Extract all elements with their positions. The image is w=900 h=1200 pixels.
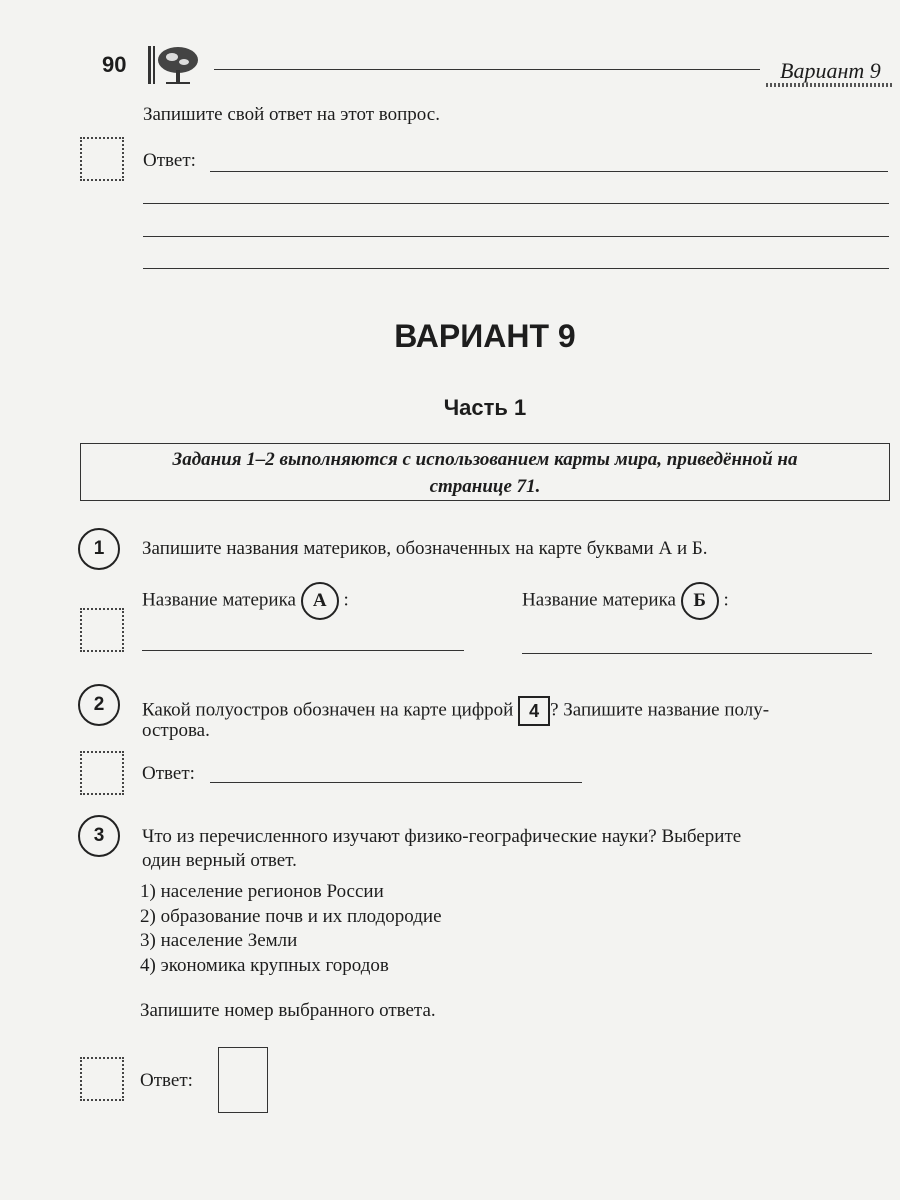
continent-a-colon: : [343,589,349,611]
answer-options [140,880,442,978]
answer-option-4: 4) экономика крупных городов [140,954,389,976]
question-2-answer-label: Ответ: [142,763,195,784]
answer-option-1: 1) население регионов России [140,881,384,902]
question-3-answer-label: Ответ: [140,1070,193,1091]
question-2-line-1 [142,696,892,726]
page-number: 90 [102,52,127,77]
continent-b-colon: : [723,589,729,611]
question-1-text: Запишите названия материков, обозначенных на карте буквами А и Б. [142,538,708,559]
previous-answer-line-4[interactable] [143,268,889,269]
question-3-line-1: Что из перечисленного изучают физико-географические науки? Выберите [142,826,742,847]
map-digit-box: 4 [518,696,550,726]
letter-a-circle: А [301,582,339,620]
previous-answer-line-2[interactable] [143,203,889,204]
running-header-variant: Вариант 9 [780,58,881,83]
previous-answer-label: Ответ: [143,150,196,171]
score-box-question-2 [80,751,124,795]
question-3-line-2: один верный ответ. [142,850,297,871]
score-box-question-1 [80,608,124,652]
question-number-3: 3 [78,815,120,857]
question-number-1: 1 [78,528,120,570]
continent-a-label-group [142,582,349,620]
question-2-answer-line[interactable] [210,782,582,783]
globe-tree-logo-icon [148,44,206,86]
question-2-text-after: ? Запишите название полу- [550,699,770,721]
score-box-previous [80,137,124,181]
instruction-line-1: Задания 1–2 выполняются с использованием карты мира, приведённой на [172,449,798,470]
question-number-2: 2 [78,684,120,726]
letter-b-circle: Б [681,582,719,620]
header-rule [214,69,760,70]
answer-option-2: 2) образование почв и их плодородие [140,905,442,927]
continent-a-label: Название материка [142,589,296,611]
running-header-underline [766,83,894,87]
answer-option-3: 3) население Земли [140,930,298,951]
continent-b-label: Название материка [522,589,676,611]
continent-b-answer-line[interactable] [522,653,872,654]
variant-title: ВАРИАНТ 9 [394,318,576,354]
question-3-answer-box[interactable] [218,1047,268,1113]
instruction-line-2: странице 71. [429,476,541,497]
question-2-text-before: Какой полуостров обозначен на карте цифрой [142,699,514,721]
previous-answer-line-3[interactable] [143,236,889,237]
part-title: Часть 1 [443,395,527,420]
previous-task-prompt: Запишите свой ответ на этот вопрос. [143,104,440,125]
continent-a-answer-line[interactable] [142,650,464,651]
continent-b-label-group [522,582,729,620]
instruction-box [80,443,890,501]
previous-answer-line-1[interactable] [210,171,888,172]
question-2-line-2: острова. [142,720,210,741]
score-box-question-3 [80,1057,124,1101]
question-3-prompt: Запишите номер выбранного ответа. [140,1000,436,1021]
